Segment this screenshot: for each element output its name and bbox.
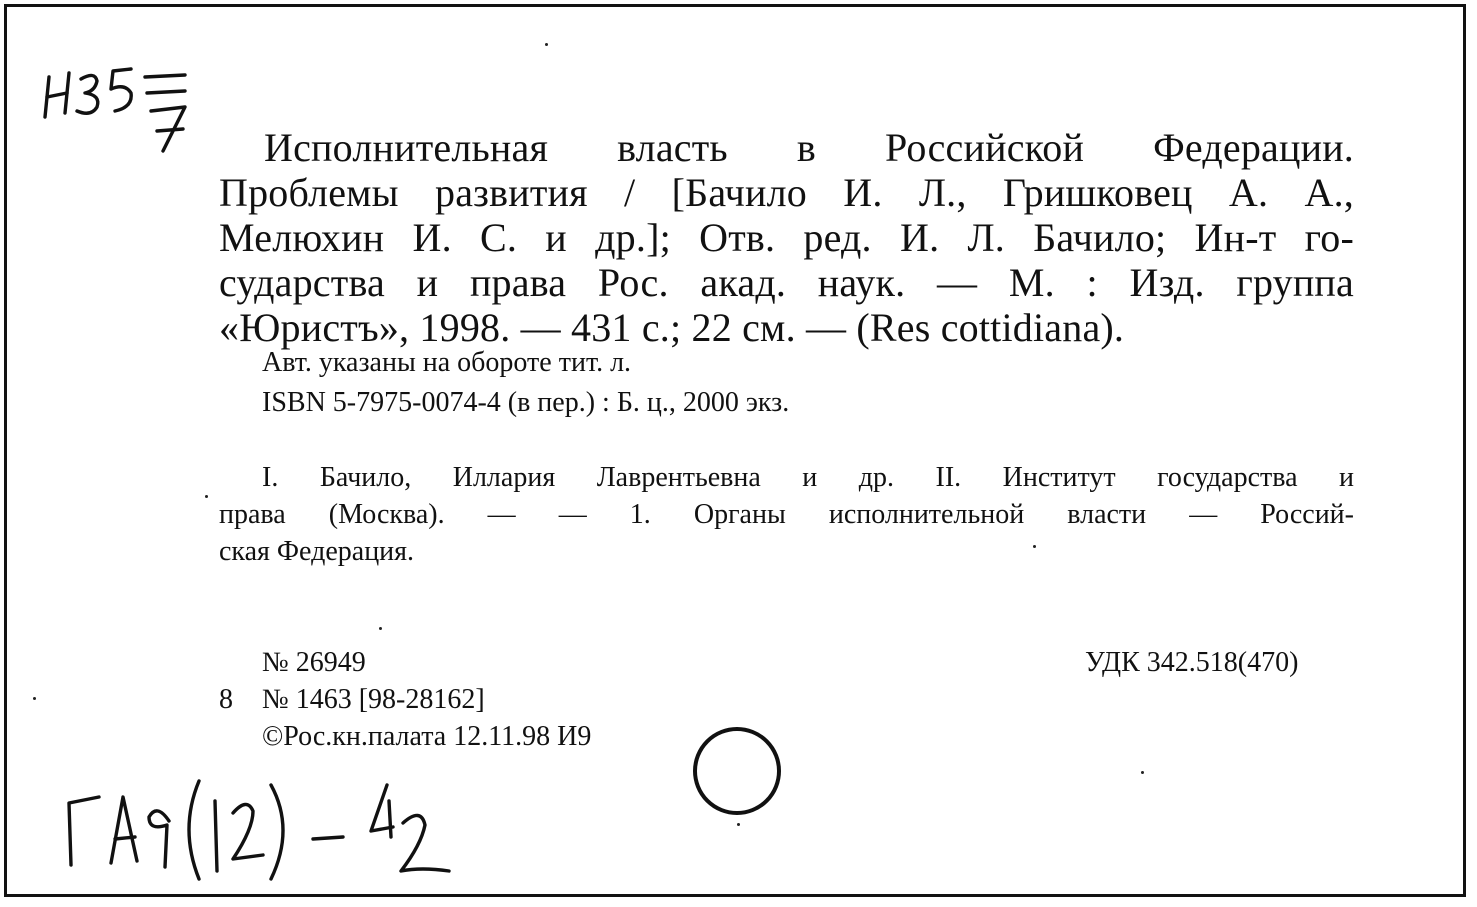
title-line-3-text: Мелюхин И. С. и др.]; Отв. ред. И. Л. Бачило; Ин-т го- (219, 215, 1354, 260)
footer-prefix-8: 8 (219, 684, 233, 715)
footer-number-1: № 26949 (262, 647, 366, 678)
title-line-4 (219, 260, 1354, 305)
title-line-1 (264, 125, 1354, 170)
circle-stamp-icon (693, 727, 781, 815)
catalog-card (4, 4, 1466, 897)
title-line-2-text: Проблемы развития / [Бачило И. Л., Гришковец А. А., (219, 170, 1354, 215)
title-block (219, 125, 1354, 355)
scan-speck (545, 43, 548, 46)
handwritten-code-bottom (57, 767, 477, 897)
footer-chamber: ©Рос.кн.палата 12.11.98 И9 (262, 721, 592, 752)
handwritten-code-top (35, 55, 205, 165)
scan-speck (205, 495, 208, 498)
isbn-line: ISBN 5-7975-0074-4 (в пер.) : Б. ц., 2000 экз. (262, 387, 790, 418)
note-authors: Авт. указаны на обороте тит. л. (262, 347, 632, 378)
title-line-5: «Юристъ», 1998. — 431 с.; 22 см. — (Res cottidiana). (219, 305, 1125, 350)
udk-code: УДК 342.518(470) (1085, 647, 1299, 678)
scan-speck (33, 697, 36, 700)
title-line-2 (219, 170, 1354, 215)
handwritten-code-top-drawing (35, 55, 205, 165)
title-line-4-text: сударства и права Рос. акад. наук. — М. : Изд. группа (219, 260, 1354, 305)
title-line-1-text: Исполнительная власть в Российской Федерации. (264, 125, 1354, 170)
tracing-line-3: ская Федерация. (219, 536, 415, 567)
footer-number-2: № 1463 [98-28162] (262, 684, 485, 715)
notes-block (262, 347, 1062, 427)
handwritten-code-bottom-drawing (57, 767, 477, 897)
scan-speck (737, 823, 740, 826)
tracing-line-1 (262, 462, 1354, 494)
scan-speck (1033, 545, 1036, 548)
tracing-line-1-text: I. Бачило, Иллария Лаврентьевна и др. II. Институт государства и (262, 462, 1354, 493)
scan-speck (379, 627, 382, 630)
tracings-block (219, 462, 1354, 572)
tracing-line-2 (219, 499, 1354, 531)
tracing-line-2-text: права (Москва). — — 1. Органы исполнительной власти — Россий- (219, 499, 1354, 530)
title-line-3 (219, 215, 1354, 260)
scan-speck (1141, 771, 1144, 774)
